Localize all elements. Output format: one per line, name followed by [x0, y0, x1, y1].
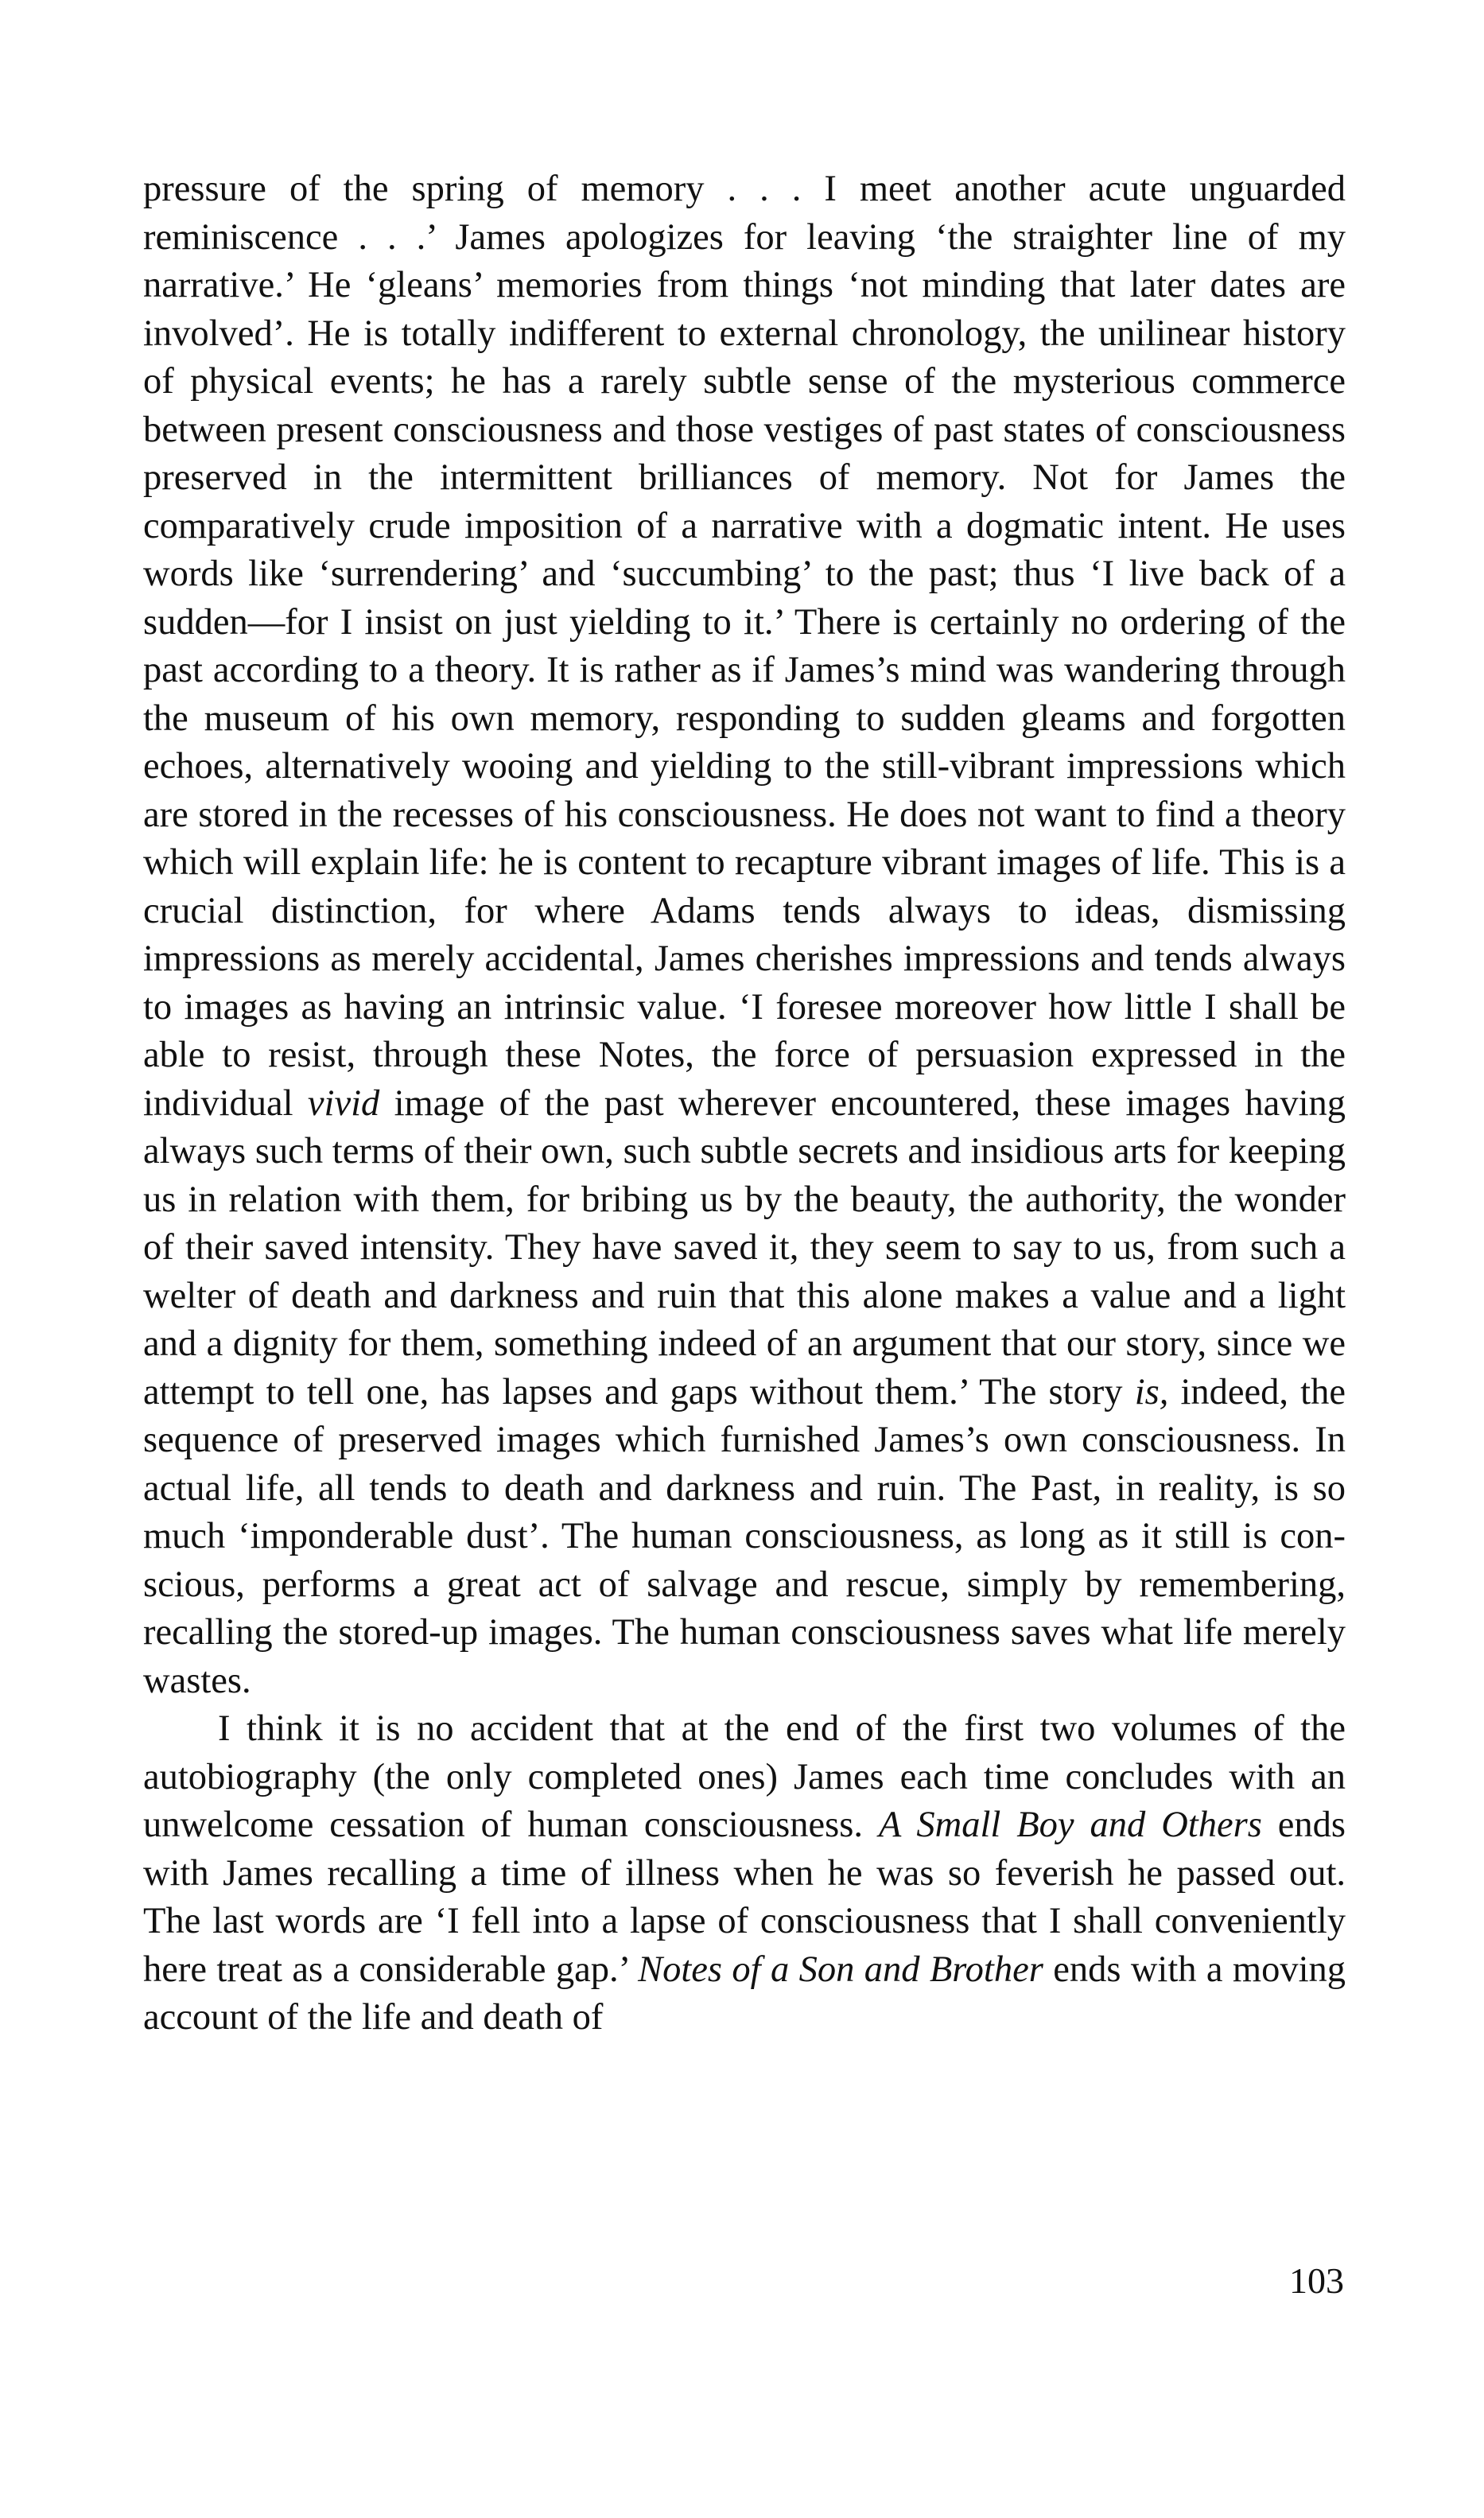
page-number: 103 [1289, 2260, 1344, 2301]
italic-text-segment: vivid [307, 1082, 380, 1124]
text-segment: indeed, the sequence of preserved images which furnished James’s own consciousness. In actual life, all tends to death and darkness and ruin. The Past, in reality, is so much ‘imponderable dust’. The human consciousness, as long as it still is conscious, performs a great act of salvage and rescue, simply by remembering, recalling the stored-up images. The human consciousness saves what life merely wastes. [143, 1371, 1346, 1701]
text-segment: ends with a moving account of the life and death of [143, 1949, 1346, 2038]
italic-text-segment: A Small Boy and Others [878, 1805, 1262, 1845]
text-segment: ends with James recalling a time of illness when he was so feverish he passed out. The last words are ‘I fell into a lapse of consciousness that I shall conveniently here treat as a considerable gap.’ [143, 1805, 1346, 1990]
body-text [143, 165, 1346, 2042]
italic-text-segment: is, [1134, 1371, 1169, 1412]
paragraph [143, 1705, 1346, 2042]
text-segment: I think it is no accident that at the end of the first two volumes of the autobiography (the only completed ones) James each time concludes with an unwelcome cessation of human consciousness. [143, 1708, 1346, 1845]
text-segment: image of the past wherever encountered, these images having always such terms of their own, such subtle secrets and insidious arts for keeping us in relation with them, for bribing us by the beauty, the authority, the wonder of their saved intensity. They have saved it, they seem to say to us, from such a welter of death and darkness and ruin that this alone makes a value and a light and a dignity for them, something indeed of an argument that our story, since we attempt to tell one, has lapses and gaps without them.’ The story [143, 1082, 1346, 1412]
paragraph [143, 165, 1346, 1705]
italic-text-segment: Notes of a Son and Brother [638, 1949, 1043, 1990]
text-segment: pressure of the spring of memory . . . I meet another acute unguarded reminiscence . . .’ James apologizes for leaving ‘the straighter line of my narrative.’ He ‘gleans’ memories from things ‘not minding that later dates are involved’. He is totally indifferent to external chronology, the unilinear history of physical events; he has a rarely subtle sense of the mysterious commerce between present consciousness and those vestiges of past states of consciousness preserved in the intermittent brilliances of memory. Not for James the comparatively crude imposition of a narrative with a dogmatic intent. He uses words like ‘surrendering’ and ‘succumbing’ to the past; thus ‘I live back of a sudden—for I insist on just yielding to it.’ There is certainly no ordering of the past according to a theory. It is rather as if James’s mind was wandering through the museum of his own memory, responding to sudden gleams and forgotten echoes, alternatively wooing and yielding to the still-vibrant impressions which are stored in the recesses of his consciousness. He does not want to find a theory which will explain life: he is content to recapture vibrant images of life. This is a crucial distinction, for where Adams tends always to ideas, dismissing impressions as merely accidental, James cherishes impressions and tends always to images as having an intrinsic value. ‘I foresee moreover how little I shall be able to resist, through these Notes, the force of persuasion expressed in the individual [143, 169, 1346, 1124]
